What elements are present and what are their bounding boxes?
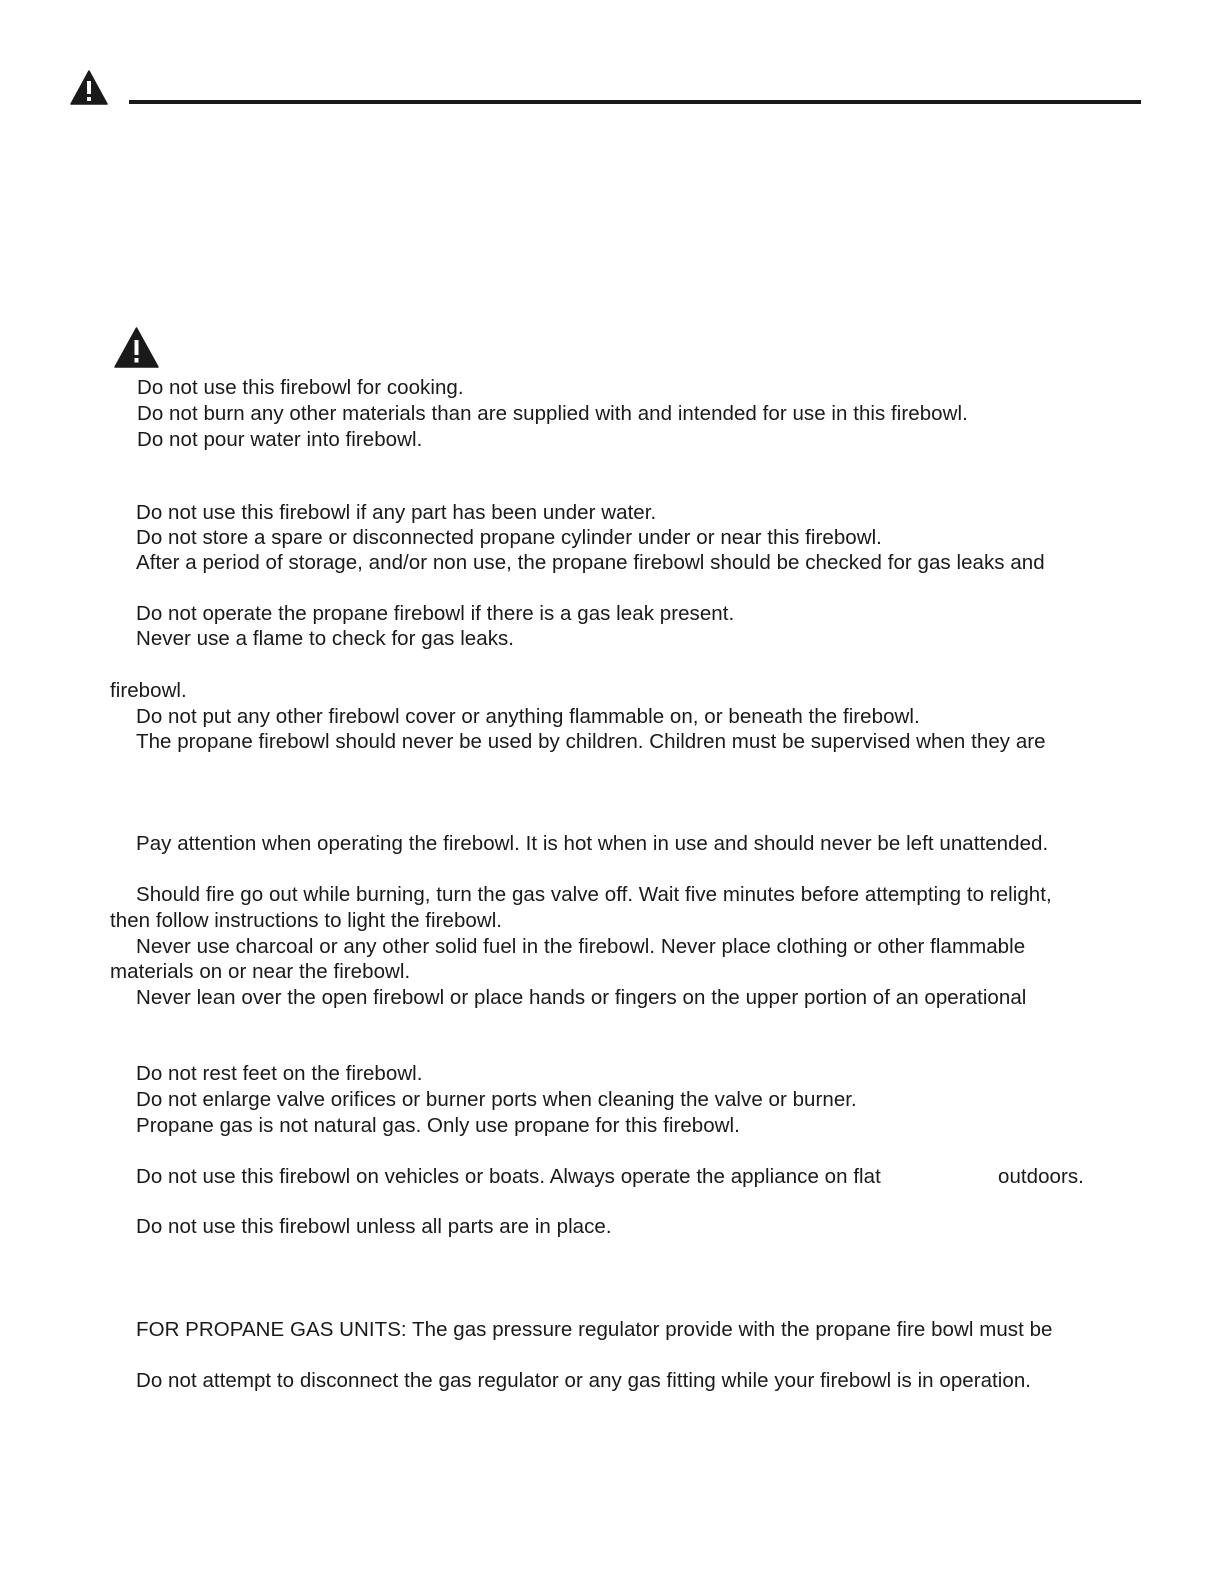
safety-line: Pay attention when operating the firebowl. It is hot when in use and should never be left unattended. <box>136 832 1049 855</box>
safety-line: Never use a flame to check for gas leaks. <box>136 627 515 650</box>
warning-icon <box>70 70 108 105</box>
safety-line: The propane firebowl should never be used by children. Children must be supervised when they are <box>136 730 1046 753</box>
safety-line: Do not use this firebowl if any part has been under water. <box>136 501 657 524</box>
safety-line: Do not pour water into firebowl. <box>137 428 423 451</box>
safety-line-end: outdoors. <box>998 1165 1084 1188</box>
safety-line: Never use charcoal or any other solid fuel in the firebowl. Never place clothing or other flammable <box>136 935 1026 958</box>
safety-line: Do not use this firebowl on vehicles or boats. Always operate the appliance on flat <box>136 1165 881 1188</box>
safety-line: Do not store a spare or disconnected propane cylinder under or near this firebowl. <box>136 526 882 549</box>
safety-line: materials on or near the firebowl. <box>110 960 411 983</box>
safety-line: Do not put any other firebowl cover or anything flammable on, or beneath the firebowl. <box>136 705 920 728</box>
safety-line: Do not rest feet on the firebowl. <box>136 1062 423 1085</box>
safety-line: After a period of storage, and/or non use, the propane firebowl should be checked for gas leaks and <box>136 551 1045 574</box>
safety-line: Do not burn any other materials than are supplied with and intended for use in this firebowl. <box>137 402 968 425</box>
safety-line: FOR PROPANE GAS UNITS: The gas pressure regulator provide with the propane fire bowl must be <box>136 1318 1053 1341</box>
safety-line: Do not use this firebowl for cooking. <box>137 376 464 399</box>
safety-line: Do not enlarge valve orifices or burner ports when cleaning the valve or burner. <box>136 1088 857 1111</box>
safety-line: Do not attempt to disconnect the gas regulator or any gas fitting while your firebowl is in operation. <box>136 1369 1032 1392</box>
warning-icon <box>114 327 159 368</box>
safety-line: then follow instructions to light the firebowl. <box>110 909 503 932</box>
safety-line: Propane gas is not natural gas. Only use propane for this firebowl. <box>136 1114 740 1137</box>
safety-line: Do not use this firebowl unless all parts are in place. <box>136 1215 612 1238</box>
safety-line: Should fire go out while burning, turn the gas valve off. Wait five minutes before attempting to relight, <box>136 883 1052 906</box>
header-rule <box>129 100 1141 104</box>
safety-line: Do not operate the propane firebowl if there is a gas leak present. <box>136 602 735 625</box>
safety-line: firebowl. <box>110 679 187 702</box>
safety-line: Never lean over the open firebowl or place hands or fingers on the upper portion of an operational <box>136 986 1027 1009</box>
